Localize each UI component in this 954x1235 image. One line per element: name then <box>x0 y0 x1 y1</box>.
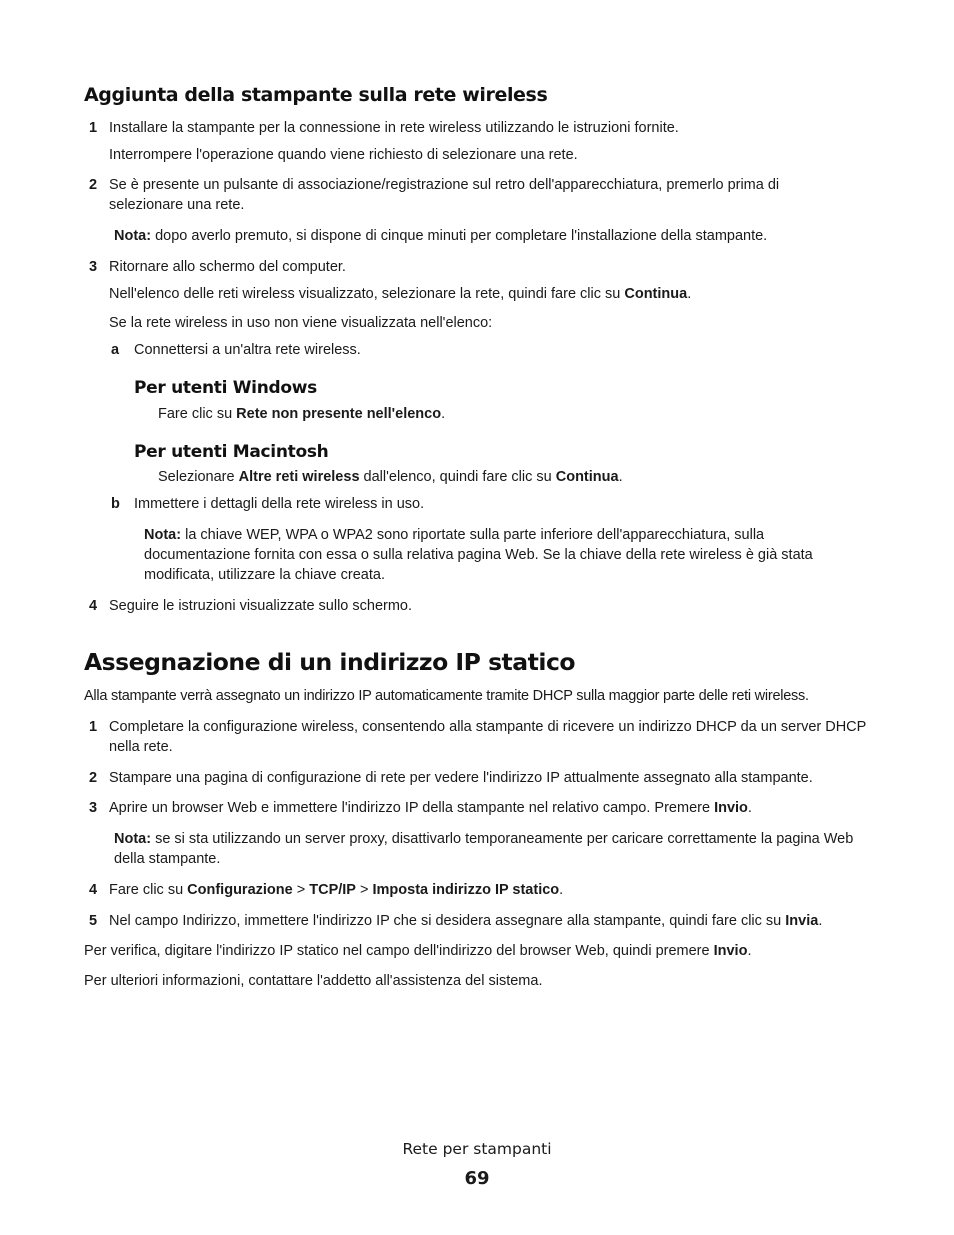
text-run: . <box>818 913 823 929</box>
instruction-macintosh <box>158 467 623 487</box>
note <box>114 829 884 869</box>
subheading-macintosh: Per utenti Macintosh <box>134 442 329 462</box>
substep-text: Connettersi a un'altra rete wireless. <box>134 342 361 358</box>
note <box>144 525 864 585</box>
ui-term: TCP/IP <box>309 882 356 898</box>
step-text: Se è presente un pulsante di associazione/registrazione sul retro dell'apparecchiatura, premerlo prima di selezionare una rete. <box>109 177 780 213</box>
text-run: Nell'elenco delle reti wireless visualizzato, selezionare la rete, quindi fare clic su <box>109 286 625 302</box>
text-run: . <box>618 469 623 485</box>
text-run: . <box>747 943 752 959</box>
text-run: Selezionare <box>158 469 239 485</box>
note-label: Nota: <box>144 527 182 543</box>
ui-term: Invio <box>714 800 748 816</box>
text-run: . <box>687 286 692 302</box>
text-run: . <box>559 882 564 898</box>
page-number: 69 <box>464 1168 490 1189</box>
text-run: Per verifica, digitare l'indirizzo IP statico nel campo dell'indirizzo del browser Web, quindi premere <box>84 943 714 959</box>
footer-title: Rete per stampanti <box>402 1140 552 1158</box>
step-number: 1 <box>89 719 98 735</box>
note-text: se si sta utilizzando un server proxy, disattivarlo temporaneamente per caricare correttamente la pagina Web della stampante. <box>114 831 854 867</box>
note-text: la chiave WEP, WPA o WPA2 sono riportate sulla parte inferiore dell'apparecchiatura, sulla documentazione fornita con essa o sulla relativa pagina Web. Se la chiave della rete wireless è già stata modificata, utilizzare la chiave creata. <box>144 527 813 583</box>
step-subtext: Se la rete wireless in uso non viene visualizzata nell'elenco: <box>109 315 493 331</box>
ui-term: Continua <box>555 469 619 485</box>
note-text: dopo averlo premuto, si dispone di cinque minuti per completare l'installazione della stampante. <box>151 228 768 244</box>
verify-text <box>84 941 751 961</box>
section-heading-static-ip: Assegnazione di un indirizzo IP statico <box>84 648 576 676</box>
note <box>114 226 767 246</box>
step-text <box>109 911 822 931</box>
note-label: Nota: <box>114 228 152 244</box>
step-text: Ritornare allo schermo del computer. <box>109 259 346 275</box>
step-number: 2 <box>89 770 98 786</box>
menu-separator: > <box>292 882 310 898</box>
intro-text: Alla stampante verrà assegnato un indirizzo IP automaticamente tramite DHCP sulla maggior parte delle reti wireless. <box>84 688 809 704</box>
step-text <box>109 798 752 818</box>
step-subtext <box>109 284 691 304</box>
text-run: Fare clic su <box>158 406 237 422</box>
note-label: Nota: <box>114 831 152 847</box>
menu-separator: > <box>355 882 373 898</box>
step-number: 5 <box>89 913 98 929</box>
text-run: Fare clic su <box>109 882 188 898</box>
ui-term: Continua <box>624 286 688 302</box>
text-run: . <box>441 406 446 422</box>
ui-term: Invio <box>713 943 748 959</box>
step-number: 4 <box>89 598 98 614</box>
step-text: Installare la stampante per la connessione in rete wireless utilizzando le istruzioni fornite. <box>109 120 679 136</box>
step-number: 1 <box>89 120 98 136</box>
ui-term: Rete non presente nell'elenco <box>236 406 442 422</box>
section-heading-wireless: Aggiunta della stampante sulla rete wireless <box>84 84 548 106</box>
step-number: 3 <box>89 259 98 275</box>
ui-term: Invia <box>785 913 819 929</box>
step-number: 2 <box>89 177 98 193</box>
more-info-text: Per ulteriori informazioni, contattare l'addetto all'assistenza del sistema. <box>84 973 543 989</box>
subheading-windows: Per utenti Windows <box>134 378 317 398</box>
text-run: Nel campo Indirizzo, immettere l'indirizzo IP che si desidera assegnare alla stampante, quindi fare clic su <box>109 913 786 929</box>
text-run: dall'elenco, quindi fare clic su <box>359 469 556 485</box>
step-subtext: Interrompere l'operazione quando viene richiesto di selezionare una rete. <box>109 147 578 163</box>
instruction-windows <box>158 404 445 424</box>
step-text: Seguire le istruzioni visualizzate sullo schermo. <box>109 598 413 614</box>
substep-label: a <box>111 342 120 358</box>
step-number: 3 <box>89 800 98 816</box>
text-run: Aprire un browser Web e immettere l'indirizzo IP della stampante nel relativo campo. Premere <box>109 800 715 816</box>
text-run: . <box>747 800 752 816</box>
step-text <box>109 880 563 900</box>
step-text: Completare la configurazione wireless, consentendo alla stampante di ricevere un indirizzo DHCP da un server DHCP nella rete. <box>109 719 867 755</box>
step-number: 4 <box>89 882 98 898</box>
ui-term: Altre reti wireless <box>238 469 360 485</box>
substep-text: Immettere i dettagli della rete wireless in uso. <box>134 496 425 512</box>
step-text: Stampare una pagina di configurazione di rete per vedere l'indirizzo IP attualmente assegnato alla stampante. <box>109 770 813 786</box>
ui-term: Imposta indirizzo IP statico <box>372 882 560 898</box>
substep-label: b <box>111 496 120 512</box>
ui-term: Configurazione <box>187 882 293 898</box>
